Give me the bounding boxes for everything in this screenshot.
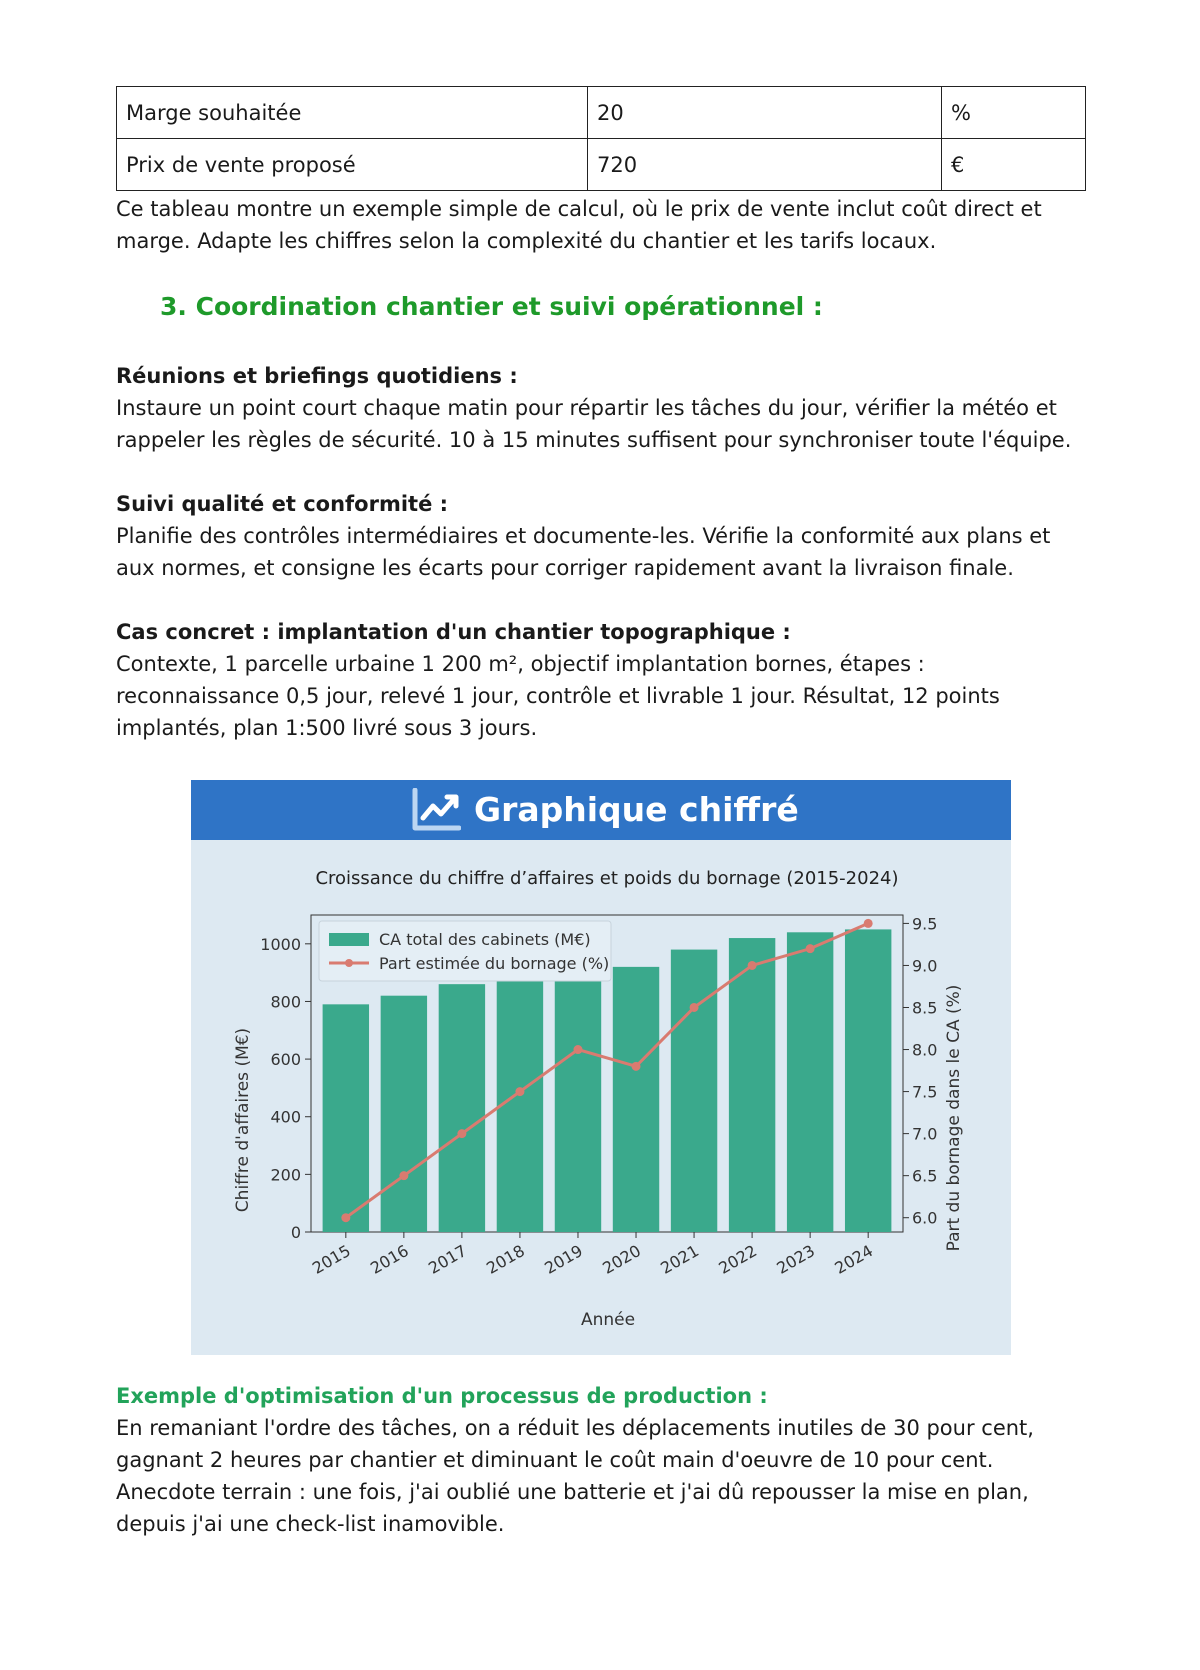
legend-swatch-marker — [345, 959, 353, 967]
y2-tick-label: 7.5 — [912, 1082, 938, 1102]
y2-tick-label: 9.0 — [912, 956, 938, 976]
line-point — [515, 1087, 524, 1096]
chart-title: Croissance du chiffre d’affaires et poids du bornage (2015-2024) — [315, 868, 899, 889]
bar — [555, 970, 601, 1232]
optim-block — [116, 1380, 1086, 1540]
line-point — [864, 919, 873, 928]
y2-tick-label: 7.0 — [912, 1124, 938, 1144]
quality-text: Planifie des contrôles intermédiaires et documente-les. Vérifie la conformité aux plans et aux normes, et consigne les écarts pour corriger rapidement avant la livraison finale. — [116, 524, 1051, 580]
pricing-table — [116, 86, 1086, 191]
line-point — [457, 1129, 466, 1138]
legend-swatch-bar — [329, 933, 369, 946]
table-row — [117, 139, 1086, 191]
line-point — [399, 1171, 408, 1180]
bar — [323, 1004, 369, 1232]
x-axis-label: Année — [580, 1310, 636, 1330]
chart-card — [191, 780, 1011, 1355]
case-text: Contexte, 1 parcelle urbaine 1 200 m², objectif implantation bornes, étapes : reconnaissance 0,5 jour, relevé 1 jour, contrôle et livrable 1 jour. Résultat, 12 points implantés, plan 1:500 livré sous 3 jours. — [116, 652, 1000, 740]
section-title: 3. Coordination chantier et suivi opérationnel : — [160, 292, 823, 321]
y2-tick-label: 8.5 — [912, 998, 938, 1018]
briefings-block — [116, 360, 1086, 456]
x-tick-label: 2019 — [541, 1241, 586, 1278]
bar — [729, 938, 775, 1232]
bar — [845, 929, 891, 1232]
table-cell-label: Prix de vente proposé — [117, 139, 588, 191]
line-point — [690, 1003, 699, 1012]
x-tick-label: 2016 — [367, 1241, 412, 1278]
y2-tick-label: 6.0 — [912, 1208, 938, 1228]
legend-label: Part estimée du bornage (%) — [379, 954, 610, 973]
x-tick-label: 2017 — [425, 1241, 470, 1278]
line-point — [573, 1045, 582, 1054]
table-note: Ce tableau montre un exemple simple de calcul, où le prix de vente inclut coût direct et marge. Adapte les chiffres selon la complexité du chantier et les tarifs locaux. — [116, 197, 1042, 253]
y-tick-label: 600 — [270, 1050, 301, 1070]
line-point — [748, 961, 757, 970]
y-tick-label: 800 — [270, 992, 301, 1012]
x-tick-label: 2021 — [657, 1241, 703, 1278]
table-cell-unit: € — [942, 139, 1086, 191]
y-axis-label: Chiffre d'affaires (M€) — [233, 1027, 253, 1213]
y-tick-label: 400 — [270, 1107, 301, 1127]
briefings-text: Instaure un point court chaque matin pour répartir les tâches du jour, vérifier la météo et rappeler les règles de sécurité. 10 à 15 minutes suffisent pour synchroniser toute l'équipe. — [116, 396, 1072, 452]
line-point — [632, 1062, 641, 1071]
bar — [787, 932, 833, 1232]
y2-axis-label: Part du bornage dans le CA (%) — [944, 984, 964, 1252]
y-tick-label: 1000 — [260, 934, 301, 954]
bar — [381, 996, 427, 1232]
table-cell-unit: % — [942, 87, 1086, 139]
optim-title: Exemple d'optimisation d'un processus de production : — [116, 1384, 768, 1408]
x-tick-label: 2023 — [773, 1241, 819, 1278]
x-tick-label: 2015 — [309, 1241, 354, 1278]
bar — [613, 967, 659, 1232]
table-cell-value: 720 — [588, 139, 942, 191]
y2-tick-label: 6.5 — [912, 1166, 938, 1186]
case-block — [116, 616, 1086, 744]
y-tick-label: 0 — [290, 1223, 301, 1242]
bar — [671, 950, 717, 1232]
quality-block — [116, 488, 1086, 584]
optim-text: En remaniant l'ordre des tâches, on a réduit les déplacements inutiles de 30 pour cent, gagnant 2 heures par chantier et diminuant le coût main d'oeuvre de 10 pour cent. Anecdote terrain : une fois, j'ai oublié une batterie et j'ai dû repousser la mise en plan, depuis j'ai une check-list inamovible. — [116, 1416, 1034, 1536]
table-cell-value: 20 — [588, 87, 942, 139]
x-tick-label: 2022 — [715, 1241, 761, 1278]
case-title: Cas concret : implantation d'un chantier topographique : — [116, 620, 791, 644]
chart — [191, 840, 1011, 1355]
x-tick-label: 2018 — [483, 1241, 528, 1278]
legend-label: CA total des cabinets (M€) — [379, 930, 591, 949]
line-point — [806, 944, 815, 953]
chart-legend — [319, 921, 611, 981]
chart-header-title: Graphique chiffré — [474, 790, 799, 829]
y2-tick-label: 9.5 — [912, 914, 938, 934]
quality-title: Suivi qualité et conformité : — [116, 492, 449, 516]
x-tick-label: 2024 — [831, 1241, 877, 1278]
x-tick-label: 2020 — [599, 1241, 645, 1278]
chart-header — [191, 780, 1011, 840]
line-point — [341, 1213, 350, 1222]
table-row — [117, 87, 1086, 139]
briefings-title: Réunions et briefings quotidiens : — [116, 364, 518, 388]
table-cell-label: Marge souhaitée — [117, 87, 588, 139]
chart-line-icon — [411, 788, 461, 832]
y2-tick-label: 8.0 — [912, 1040, 938, 1060]
y-tick-label: 200 — [270, 1165, 301, 1185]
bar — [439, 984, 485, 1232]
